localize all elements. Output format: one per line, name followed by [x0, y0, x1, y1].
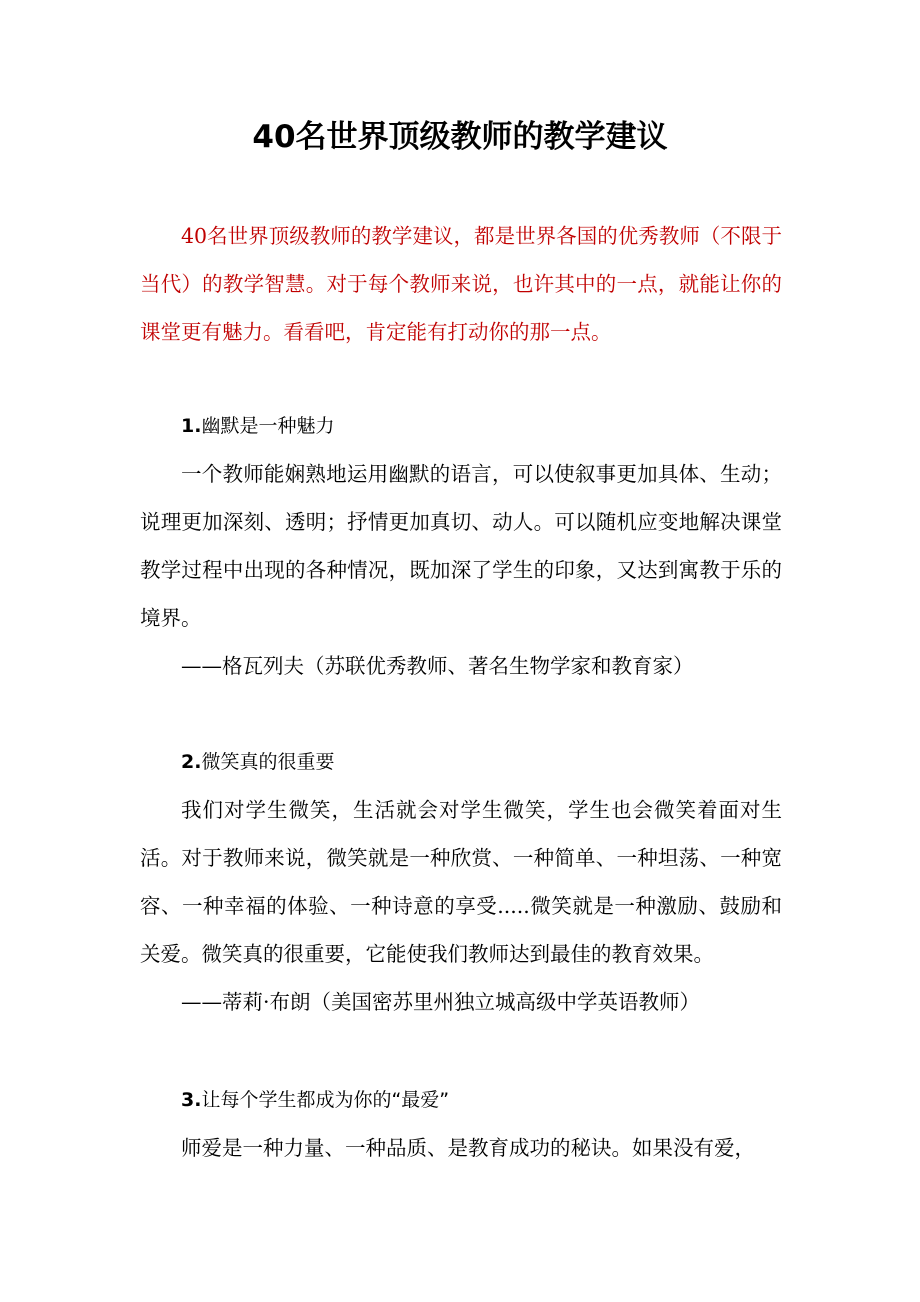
- section-number: 2.: [181, 751, 202, 773]
- section-2: [140, 738, 782, 1026]
- section-heading-text: 微笑真的很重要: [201, 751, 335, 773]
- section-heading: [140, 402, 782, 450]
- section-body: 我们对学生微笑，生活就会对学生微笑，学生也会微笑着面对生活。对于教师来说，微笑就是一种欣赏、一种简单、一种坦荡、一种宽容、一种幸福的体验、一种诗意的享受.....微笑就是一种激励、鼓励和关爱。微笑真的很重要，它能使我们教师达到最佳的教育效果。: [140, 798, 782, 966]
- page-title: 40名世界顶级教师的教学建议: [252, 119, 668, 155]
- section-attribution: ——格瓦列夫（苏联优秀教师、著名生物学家和教育家）: [181, 654, 694, 678]
- section-heading: [140, 1076, 782, 1124]
- section-number: 1.: [181, 415, 202, 437]
- section-heading-text: 幽默是一种魅力: [201, 415, 335, 437]
- intro-paragraph: 40名世界顶级教师的教学建议，都是世界各国的优秀教师（不限于当代）的教学智慧。对于每个教师来说，也许其中的一点，就能让你的课堂更有魅力。看看吧，肯定能有打动你的那一点。: [140, 224, 782, 344]
- section-heading: [140, 738, 782, 786]
- section-3: [140, 1076, 782, 1172]
- section-number: 3.: [181, 1089, 202, 1111]
- section-attribution: ——蒂莉·布朗（美国密苏里州独立城高级中学英语教师）: [181, 990, 701, 1014]
- section-1: [140, 402, 782, 690]
- section-body: 师爱是一种力量、一种品质、是教育成功的秘诀。如果没有爱，: [181, 1136, 755, 1160]
- section-heading-text: 让每个学生都成为你的“最爱”: [201, 1089, 450, 1111]
- section-body: 一个教师能娴熟地运用幽默的语言，可以使叙事更加具体、生动；说理更加深刻、透明；抒情更加真切、动人。可以随机应变地解决课堂教学过程中出现的各种情况，既加深了学生的印象，又达到寓教于乐的境界。: [140, 462, 782, 630]
